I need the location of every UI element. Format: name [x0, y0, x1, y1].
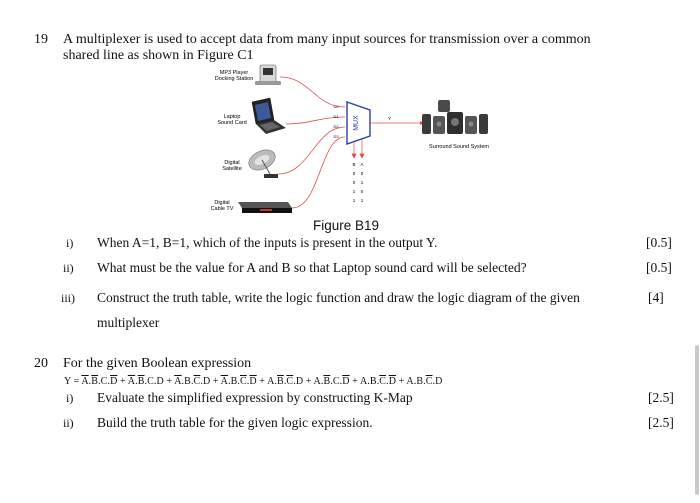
- expr-symbol: $\overline{D}$: [249, 376, 257, 387]
- expr-symbol: .: [153, 376, 157, 387]
- select-header-b: B: [352, 162, 356, 167]
- q19-part-ii-text: What must be the value for A and B so that Laptop sound card will be selected?: [97, 260, 527, 275]
- expr-symbol: .: [190, 376, 194, 387]
- expr-symbol: .: [237, 376, 240, 387]
- expr-symbol: $\overline{B}$: [137, 376, 145, 387]
- expr-symbol: .: [88, 376, 92, 387]
- expr-symbol: .: [144, 376, 148, 387]
- input-label-d2: D2: [333, 124, 339, 129]
- expr-term: [128, 376, 164, 387]
- laptop-label-2: Sound Card: [217, 120, 247, 126]
- expr-symbol: .: [293, 376, 296, 387]
- expr-symbol: .: [283, 376, 287, 387]
- expr-symbol: .: [432, 376, 436, 387]
- output-wire: [370, 121, 424, 125]
- expr-symbol: .: [320, 376, 324, 387]
- q19-part-iii-roman: iii): [61, 291, 75, 305]
- satellite-dish-icon: [246, 146, 279, 178]
- expr-symbol: A: [406, 376, 414, 387]
- q20-part-ii-roman: ii): [63, 416, 74, 430]
- expr-joiner: +: [303, 376, 314, 387]
- expr-symbol: B: [369, 376, 377, 387]
- input-label-d0: D0: [333, 104, 339, 109]
- question-19-number: 19: [34, 32, 48, 47]
- expr-symbol: .: [413, 376, 417, 387]
- expr-symbol: .: [227, 376, 231, 387]
- question-20-number: 20: [34, 356, 48, 371]
- figure-caption: Figure B19: [313, 218, 380, 233]
- expr-symbol: .: [423, 376, 426, 387]
- expr-symbol: $\overline{A}$: [220, 376, 228, 387]
- expr-symbol: .: [367, 376, 370, 387]
- expr-symbol: $\overline{C}$: [286, 376, 294, 387]
- q19-part-ii-roman: ii): [63, 261, 74, 275]
- mux-label: MUX: [353, 115, 360, 131]
- expr-term: [360, 376, 396, 387]
- expr-symbol: .: [386, 376, 389, 387]
- expr-symbol: B: [184, 376, 191, 387]
- q19-part-iii-text-line2: multiplexer: [97, 315, 160, 330]
- expr-term: [174, 376, 210, 387]
- cable-label-2: Cable TV: [210, 206, 234, 212]
- expr-symbol: .: [274, 376, 278, 387]
- q19-part-iii-marks: [4]: [648, 290, 664, 305]
- expr-symbol: $\overline{C}$: [193, 376, 201, 387]
- q20-part-i-marks: [2.5]: [648, 390, 674, 405]
- expr-joiner: +: [256, 376, 268, 387]
- select-row-0-b: 0: [352, 171, 356, 176]
- input-wires: [278, 77, 345, 208]
- mp3-player-icon: [255, 65, 281, 85]
- expr-symbol: .: [181, 376, 185, 387]
- laptop-icon: [252, 98, 286, 134]
- expr-symbol: $\overline{B}$: [323, 376, 331, 387]
- expr-joiner: +: [396, 376, 407, 387]
- select-row-1-b: 0: [352, 180, 356, 185]
- q19-part-iii-text-line1: Construct the truth table, write the logic function and draw the logic diagram of the given: [97, 290, 580, 305]
- mp3-label-2: Docking Station: [214, 76, 254, 82]
- select-row-2-b: 1: [352, 189, 356, 194]
- expr-symbol: A: [359, 376, 368, 387]
- scrollbar-thumb[interactable]: [695, 345, 699, 495]
- question-20-text: For the given Boolean expression: [63, 356, 252, 371]
- cable-box-icon: [238, 202, 292, 213]
- expr-symbol: C: [100, 376, 108, 387]
- q19-part-ii-marks: [0.5]: [646, 260, 672, 275]
- expr-symbol: A: [313, 376, 321, 387]
- q20-part-i-text: Evaluate the simplified expression by constructing K-Map: [97, 390, 413, 405]
- expr-term: [314, 376, 350, 387]
- expr-symbol: D: [295, 376, 304, 387]
- expr-prefix: Y =: [64, 376, 82, 387]
- select-row-3-a: 1: [360, 198, 364, 203]
- expr-symbol: B: [230, 376, 238, 387]
- mp3-label-1: MP3 Player: [219, 70, 249, 76]
- expr-symbol: $\overline{A}$: [127, 376, 136, 387]
- expr-symbol: D: [435, 376, 443, 387]
- select-header-a: A: [360, 162, 364, 167]
- input-label-d1: D1: [333, 114, 339, 119]
- q19-part-i-marks: [0.5]: [646, 235, 672, 250]
- expr-term: [406, 376, 442, 387]
- expr-symbol: D: [156, 376, 164, 387]
- expr-symbol: $\overline{C}$: [239, 376, 247, 387]
- expr-symbol: .: [200, 376, 203, 387]
- surround-speakers-icon: [422, 100, 488, 134]
- satellite-label-1: Digital: [224, 160, 240, 166]
- boolean-expression: [64, 376, 442, 387]
- expr-symbol: .: [107, 376, 111, 387]
- expr-symbol: B: [416, 376, 424, 387]
- expr-symbol: $\overline{D}$: [388, 376, 397, 387]
- select-row-1-a: 1: [360, 180, 364, 185]
- expr-symbol: .: [98, 376, 101, 387]
- expr-symbol: D: [202, 376, 211, 387]
- q20-part-ii-marks: [2.5]: [648, 415, 674, 430]
- select-row-2-a: 0: [360, 189, 364, 194]
- expr-symbol: $\overline{B}$: [277, 376, 284, 387]
- cable-label-1: Digital: [214, 200, 230, 206]
- output-label-y: Y: [388, 116, 392, 121]
- question-19-text-line2: shared line as shown in Figure C1: [63, 48, 254, 63]
- expr-symbol: .: [246, 376, 250, 387]
- select-row-3-b: 1: [352, 198, 356, 203]
- input-label-d3: D3: [333, 134, 339, 139]
- q19-part-i-roman: i): [66, 236, 74, 250]
- expr-joiner: +: [163, 376, 175, 387]
- expr-joiner: +: [349, 376, 360, 387]
- expr-joiner: +: [210, 376, 221, 387]
- expr-symbol: .: [376, 376, 380, 387]
- laptop-label-1: Laptop: [223, 114, 241, 120]
- q20-part-ii-text: Build the truth table for the given logic expression.: [97, 415, 373, 430]
- expr-symbol: .: [135, 376, 138, 387]
- satellite-label-2: Satellite: [222, 166, 242, 172]
- expr-joiner: +: [117, 376, 128, 387]
- expr-term: [81, 376, 117, 387]
- select-row-0-a: 0: [360, 171, 364, 176]
- q20-part-i-roman: i): [66, 391, 74, 405]
- q19-part-i-text: When A=1, B=1, which of the inputs is present in the output Y.: [97, 235, 438, 250]
- question-19-text-line1: A multiplexer is used to accept data from many input sources for transmission over a common: [63, 32, 591, 47]
- mux-block: [347, 102, 370, 144]
- expr-symbol: $\overline{A}$: [174, 376, 182, 387]
- expr-symbol: $\overline{D}$: [110, 376, 118, 387]
- expr-symbol: .: [339, 376, 343, 387]
- multiplexer-figure: [200, 62, 490, 222]
- surround-label: Surround Sound System: [429, 144, 489, 150]
- expr-symbol: $\overline{B}$: [91, 376, 99, 387]
- expr-symbol: $\overline{C}$: [425, 376, 433, 387]
- expr-symbol: A: [267, 376, 275, 387]
- expr-symbol: $\overline{A}$: [81, 376, 89, 387]
- expr-symbol: .: [330, 376, 333, 387]
- expr-symbol: C: [147, 376, 154, 387]
- expr-symbol: $\overline{C}$: [379, 376, 387, 387]
- expr-term: [221, 376, 257, 387]
- expr-symbol: $\overline{D}$: [342, 376, 350, 387]
- expr-symbol: C: [332, 376, 340, 387]
- expr-term: [267, 376, 303, 387]
